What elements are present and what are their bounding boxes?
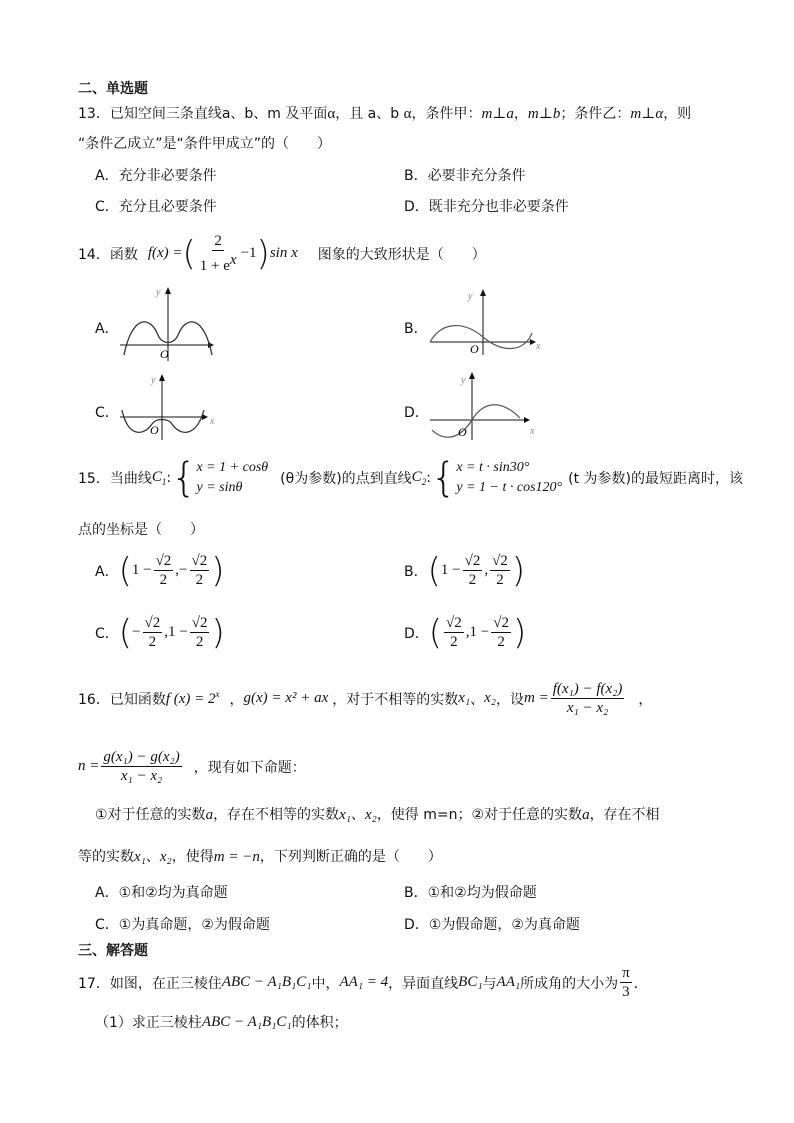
- question-16-prop-line2: 等的实数x₁、x₂，使得m = −n，下列判断正确的是（ ）: [78, 849, 442, 865]
- q17-aa1: AA₁ = 4: [339, 974, 389, 990]
- q15-C1: $C_1$: [151, 469, 167, 487]
- question-13-line2: “条件乙成立”是“条件甲成立”的（ ）: [78, 136, 332, 152]
- question-14-stem: [78, 232, 486, 275]
- q14-fx: f(x) =: [147, 245, 183, 261]
- question-13-stem: [78, 103, 691, 123]
- q16-mid: ，对于不相等的实数: [332, 691, 459, 708]
- q15-brace-2: {: [430, 455, 457, 501]
- q15-option-c[interactable]: C． ( − $\frac{√2}{2}$ , 1 − $\frac{√2}{2}$ ): [95, 612, 225, 653]
- q13-option-b[interactable]: B．必要非充分条件: [404, 168, 526, 184]
- q15-mid: (θ为参数)的点到直线: [280, 471, 412, 487]
- question-15-line2: 点的坐标是（ ）: [78, 522, 204, 538]
- question-17-stem: 17．如图，在正三棱住 ABC − A₁B₁C₁ 中， AA₁ = 4 ，异面直线 BC₁ 与 AA₁ 所成角的大小为 $\frac{\pi}{3}$ ．: [78, 965, 648, 1000]
- q15-c2-eq1: x = t · sin30°: [456, 460, 530, 475]
- q15-curve-system: [197, 458, 269, 498]
- q17-aa: AA₁: [496, 974, 521, 990]
- q13-cond-jia-2: m⊥b: [527, 106, 561, 122]
- q13-text-c: ，条件甲：: [411, 106, 482, 122]
- q14-option-a-label[interactable]: A．: [95, 321, 119, 337]
- q15-option-a[interactable]: A． ( 1 − $\frac{√2}{2}$ , − $\frac{√2}{2}$ ): [95, 550, 225, 591]
- q14-graph-d[interactable]: [428, 370, 548, 442]
- q15c-lparen: (: [118, 612, 133, 653]
- q13-text-d: ，: [513, 106, 528, 122]
- q15a-lparen: (: [118, 550, 132, 591]
- q16-set: ，设: [495, 691, 524, 708]
- q14-suffix: 图象的大致形状是（ ）: [317, 246, 486, 263]
- q13-text-b: ，且 a、b: [335, 106, 400, 122]
- q15-c1-eq1: x = 1 + cosθ: [196, 460, 269, 475]
- q15-brace-1: {: [171, 455, 197, 501]
- q14-fraction: [198, 232, 239, 275]
- q13-option-a[interactable]: A．充分非必要条件: [95, 168, 217, 184]
- q16-m-frac: $\frac{\text{f(x₁) − f(x₂)}}{\text{x₁ − x₂}}$: [552, 681, 623, 716]
- q13-option-d[interactable]: D．既非充分也非必要条件: [404, 199, 569, 215]
- q13-option-c[interactable]: C．充分且必要条件: [95, 199, 217, 215]
- q16-n-post: ，现有如下命题：: [193, 759, 306, 776]
- q16-g: g(x) = x² + ax: [243, 690, 329, 706]
- section-header-answer: 三、解答题: [78, 943, 148, 959]
- q15c-frac-1: $\frac{√2}{2}$: [144, 615, 161, 650]
- q14d-y: y: [461, 375, 466, 386]
- q15-option-d[interactable]: D． ( $\frac{√2}{2}$ , 1 − $\frac{√2}{2}$ ): [404, 612, 527, 653]
- q16-option-a[interactable]: A．①和②均为真命题: [95, 885, 228, 901]
- q15-option-b[interactable]: B． ( 1 − $\frac{√2}{2}$ , $\frac{√2}{2}$ ): [404, 550, 526, 591]
- q15b-frac-2: $\frac{√2}{2}$: [492, 553, 508, 588]
- question-16-prop-line1: ①对于任意的实数a，存在不相等的实数x₁、x₂，使得 m=n；②对于任意的实数a，存在不相: [95, 807, 660, 823]
- q14-minus-one: −1: [240, 245, 257, 261]
- q17-angle-frac: $\frac{\pi}{3}$: [622, 965, 630, 1000]
- q14d-x: x: [530, 426, 535, 437]
- q14-lparen: (: [182, 233, 196, 274]
- q16-m-eq: m =: [523, 690, 549, 706]
- q15-prefix: 15．当曲线: [78, 471, 152, 487]
- q16-f: f $(x) = 2^x$: [165, 689, 220, 707]
- q13-alpha: α: [327, 106, 336, 122]
- q15b-lparen: (: [427, 550, 441, 591]
- q13-text-a: 13．已知空间三条直线a、b、m 及平面: [78, 106, 328, 122]
- q15-c2-eq2: y = 1 − t · cos120°: [456, 480, 563, 495]
- q15d-rparen: ): [512, 612, 527, 653]
- q14-graph-b[interactable]: [428, 287, 548, 357]
- q14-frac-num: 2: [214, 233, 222, 249]
- q13-cond-yi: m⊥α: [630, 106, 664, 122]
- q14c-y: y: [151, 375, 156, 386]
- q16-option-d[interactable]: D．①为假命题，②为真命题: [404, 917, 580, 933]
- q15a-one-minus: 1 −: [131, 562, 152, 578]
- q15c-rparen: ): [211, 612, 225, 653]
- q16-x1: x₁: [458, 690, 471, 706]
- q14c-x: x: [210, 416, 215, 427]
- q17-bc1: BC₁: [458, 974, 483, 990]
- q14c-origin: O: [150, 423, 159, 437]
- question-17-sub1: （1）求正三棱柱 ABC − A₁B₁C₁ 的体积；: [95, 1013, 348, 1031]
- q16-x2: x₂: [484, 690, 496, 706]
- q14-sinx: sin x: [269, 245, 298, 261]
- q14d-origin: O: [458, 425, 467, 439]
- q16-n-frac: $\frac{\text{g(x₁) − g(x₂)}}{\text{x₁ − x₂}}$: [103, 749, 180, 784]
- question-15-stem: 15．当曲线 $C_1$ : { x = 1 + cosθ y = sinθ (θ为参数)的点到直线 $C_2$ : { x = t · sin30° y = 1 − t · cos120° (t 为参数)的最短距离时，该: [78, 455, 743, 501]
- q16-option-c[interactable]: C．①为真命题，②为假命题: [95, 917, 270, 933]
- q15a-rparen: ): [211, 550, 225, 591]
- q15d-frac-2: $\frac{√2}{2}$: [493, 615, 509, 650]
- q13-cond-jia-1: m⊥a: [481, 106, 514, 122]
- q14-graph-c[interactable]: [118, 372, 222, 442]
- question-16-n-def: [78, 748, 306, 785]
- q14-rparen: ): [256, 233, 270, 274]
- q16-n-eq: n =: [78, 758, 100, 774]
- q14b-x: x: [536, 341, 541, 352]
- q15-C2: $C_2$: [411, 469, 427, 487]
- q16-option-b[interactable]: B．①和②均为假命题: [404, 885, 537, 901]
- q14-frac-den: $1 + e^x$: [199, 252, 237, 274]
- q17-prism: ABC − A₁B₁C₁: [221, 974, 312, 990]
- q14b-origin: O: [470, 342, 479, 356]
- q15c-frac-2: $\frac{√2}{2}$: [191, 615, 208, 650]
- q15b-one-minus: 1 −: [440, 562, 461, 578]
- q14-option-b-label[interactable]: B．: [404, 321, 428, 337]
- q15a-frac-1: $\frac{√2}{2}$: [155, 553, 172, 588]
- q15-line-system: [456, 458, 562, 498]
- q13-text-f: ，则: [663, 106, 692, 122]
- q15a-frac-2: $\frac{√2}{2}$: [191, 553, 208, 588]
- q14b-y: y: [468, 291, 473, 302]
- q14a-y: y: [156, 287, 161, 298]
- q14-graph-a[interactable]: [118, 285, 218, 363]
- q15d-lparen: (: [428, 612, 443, 653]
- q14a-origin: O: [160, 347, 169, 361]
- q15b-rparen: ): [511, 550, 526, 591]
- q15-c1-eq2: y = sinθ: [196, 480, 243, 495]
- q16-prefix: 16．已知函数: [78, 691, 166, 708]
- q15-suffix: (t 为参数)的最短距离时，该: [568, 471, 743, 487]
- q13-text-e: ；条件乙：: [560, 106, 631, 122]
- section-header-single-choice: 二、单选题: [78, 81, 148, 97]
- q17-prefix: 17．如图，在正三棱住: [78, 975, 222, 992]
- q14-prefix: 14．函数: [78, 246, 138, 263]
- q15b-frac-1: $\frac{√2}{2}$: [464, 553, 481, 588]
- q14-option-d-label[interactable]: D．: [404, 405, 429, 421]
- question-16-stem: 16．已知函数 f $(x) = 2^x$ ， g(x) = x² + ax ，对于不相等的实数 x₁ 、 x₂ ，设 m = $\frac{\text{f(x₁) − f(x₂)}}{\text{x₁ − x₂}}$ ，: [78, 681, 653, 716]
- q14-option-c-label[interactable]: C．: [95, 405, 119, 421]
- q13-alpha-2: α: [403, 106, 412, 122]
- q15d-frac-1: $\frac{√2}{2}$: [446, 615, 462, 650]
